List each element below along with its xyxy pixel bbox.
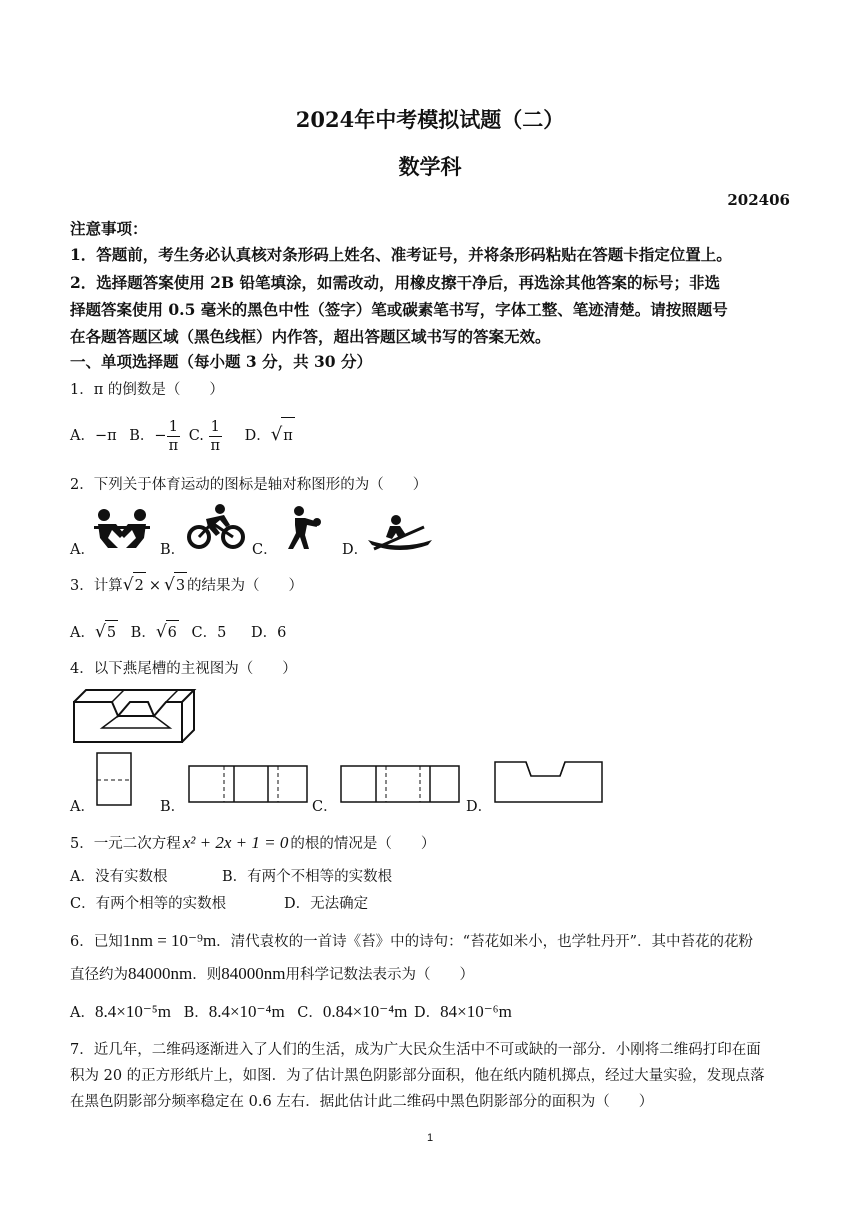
exam-subject: 数学科: [398, 154, 462, 179]
q3-options: A．√5 B．√6 C．5 D．6: [70, 620, 286, 646]
q3-option-b-value: 6: [166, 620, 179, 645]
q3-radicand-3: 3: [174, 572, 187, 599]
q4-option-b: B．: [160, 799, 186, 815]
q5-option-b: B．有两个不相等的实数根: [222, 869, 393, 885]
q3-option-b-label: B．: [130, 625, 156, 641]
q6-option-a-value: 8.4×10⁻⁵m: [94, 1002, 171, 1021]
q6-option-c-label: C．: [297, 1005, 323, 1021]
q4-option-a: A．: [70, 799, 95, 815]
exam-title: 2024年中考模拟试题（二）: [295, 107, 565, 132]
q1-option-a: A．−π: [70, 428, 117, 444]
exam-code: 202406: [727, 191, 790, 209]
q5-equation: x² + 2x + 1 = 0: [182, 833, 289, 852]
q2-option-b: B．: [160, 542, 186, 558]
q2-option-d: D．: [342, 542, 369, 558]
q5-stem-post: 的根的情况是（ ）: [290, 836, 436, 852]
q3-option-a-value: 5: [105, 620, 118, 645]
q6-options: [70, 1000, 512, 1026]
q1-option-d-radicand: π: [281, 417, 295, 454]
cycling-icon: [186, 503, 246, 551]
q3-stem-post: 的结果为（ ）: [187, 578, 304, 594]
q4-view-b-figure: [188, 765, 312, 805]
q4-view-d-figure: [494, 760, 604, 806]
q7-line-3: 在黑色阴影部分频率稳定在 0.6 左右．据此估计此二维码中黑色阴影部分的面积为（ ）: [70, 1094, 654, 1110]
q3-stem: 3．计算√2 × √3 的结果为（ ）: [70, 572, 303, 600]
rowing-icon: [366, 515, 434, 551]
q6-option-b-value: 8.4×10⁻⁴m: [208, 1002, 285, 1021]
q3-radicand-2: 2: [133, 572, 146, 599]
q1-stem: 1．π 的倒数是（ ）: [70, 382, 224, 398]
q1-options: A．−π B．− $\frac{1}{\pi}$ C. $\frac{1}{\pi}$ D．√π: [70, 418, 293, 454]
q5-option-d: D．无法确定: [284, 896, 369, 912]
notice-item-1: 1．答题前，考生务必认真核对条形码上姓名、准考证号，并将条形码粘贴在答题卡指定位置上。: [70, 245, 732, 264]
tug-of-war-icon: [94, 508, 150, 550]
notice-item-2-line-1: 2．选择题答案使用 2B 铅笔填涂，如需改动，用橡皮擦干净后，再选涂其他答案的标号；非选: [70, 273, 720, 292]
page-number: 1: [426, 1132, 434, 1144]
q4-view-a-figure: [96, 752, 136, 808]
q2-option-c: C．: [252, 542, 278, 558]
q2-option-a: A．: [70, 542, 95, 558]
notice-item-2-line-2: 择题答案使用 0.5 毫米的黑色中性（签字）笔或碳素笔书写，字体工整、笔迹清楚。请按照题号: [70, 300, 728, 319]
q3-stem-pre: 3．计算: [70, 578, 123, 594]
notice-item-2-line-3: 在各题答题区域（黑色线框）内作答，超出答题区域书写的答案无效。: [70, 327, 551, 346]
q6-line-2-math-1: 84000nm: [128, 964, 193, 983]
q7-line-2: 积为 20 的正方形纸片上，如图．为了估计黑色阴影部分面积，他在纸内随机掷点，经过大量实验，发现点落: [70, 1068, 765, 1084]
boxing-icon: [283, 505, 323, 551]
q4-stem: 4．以下燕尾槽的主视图为（ ）: [70, 661, 297, 677]
q6-line-1-pre: 6．已知: [70, 934, 123, 950]
q3-option-d: D．6: [250, 625, 287, 641]
dovetail-block-figure: [72, 688, 208, 746]
q5-stem: [70, 831, 435, 857]
q6-option-c-value: 0.84×10⁻⁴m: [322, 1002, 408, 1021]
q6-line-1: [70, 929, 753, 955]
q6-line-2-post: 用科学记数法表示为（ ）: [285, 967, 474, 983]
q3-option-a-label: A．: [70, 625, 95, 641]
q5-option-a: A．没有实数根: [70, 869, 168, 885]
q3-times: ×: [148, 578, 161, 594]
q4-option-c: C．: [312, 799, 338, 815]
q6-option-d-label: D．: [413, 1005, 441, 1021]
q6-line-2: [70, 962, 474, 988]
q4-view-c-figure: [340, 765, 464, 805]
q1-option-b-fraction: $\frac{1}{\pi}$: [168, 418, 179, 454]
q1-option-c-label: C.: [188, 428, 204, 444]
notice-heading: 注意事项：: [70, 219, 148, 238]
q6-option-b-label: B．: [183, 1005, 209, 1021]
q6-line-1-math: 1nm = 10⁻⁹m: [122, 931, 217, 950]
q2-stem: 2．下列关于体育运动的图标是轴对称图形的为（ ）: [70, 477, 428, 493]
q5-option-c: C．有两个相等的实数根: [70, 896, 227, 912]
q5-stem-pre: 5．一元二次方程: [70, 836, 181, 852]
q6-line-2-pre: 直径约为: [70, 967, 128, 983]
q6-option-d-value: 84×10⁻⁶m: [440, 1002, 512, 1021]
q6-line-2-math-2: 84000nm: [221, 964, 286, 983]
q1-option-c-fraction: $\frac{1}{\pi}$: [210, 418, 221, 454]
section-heading: 一、单项选择题（每小题 3 分，共 30 分）: [70, 352, 372, 371]
q3-option-c: C．5: [191, 625, 227, 641]
q7-line-1: 7．近几年，二维码逐渐进入了人们的生活，成为广大民众生活中不可或缺的一部分．小刚将二维码打印在面: [70, 1042, 761, 1058]
q6-line-2-mid: ．则: [192, 967, 222, 983]
q6-option-a-label: A．: [70, 1005, 95, 1021]
q6-line-1-post: ．清代袁枚的一首诗《苔》中的诗句：“苔花如米小，也学牡丹开”．其中苔花的花粉: [216, 934, 753, 950]
q4-option-d: D．: [466, 799, 493, 815]
q1-option-d-label: D．: [244, 428, 271, 444]
q1-option-b-label: B．−: [129, 428, 167, 444]
